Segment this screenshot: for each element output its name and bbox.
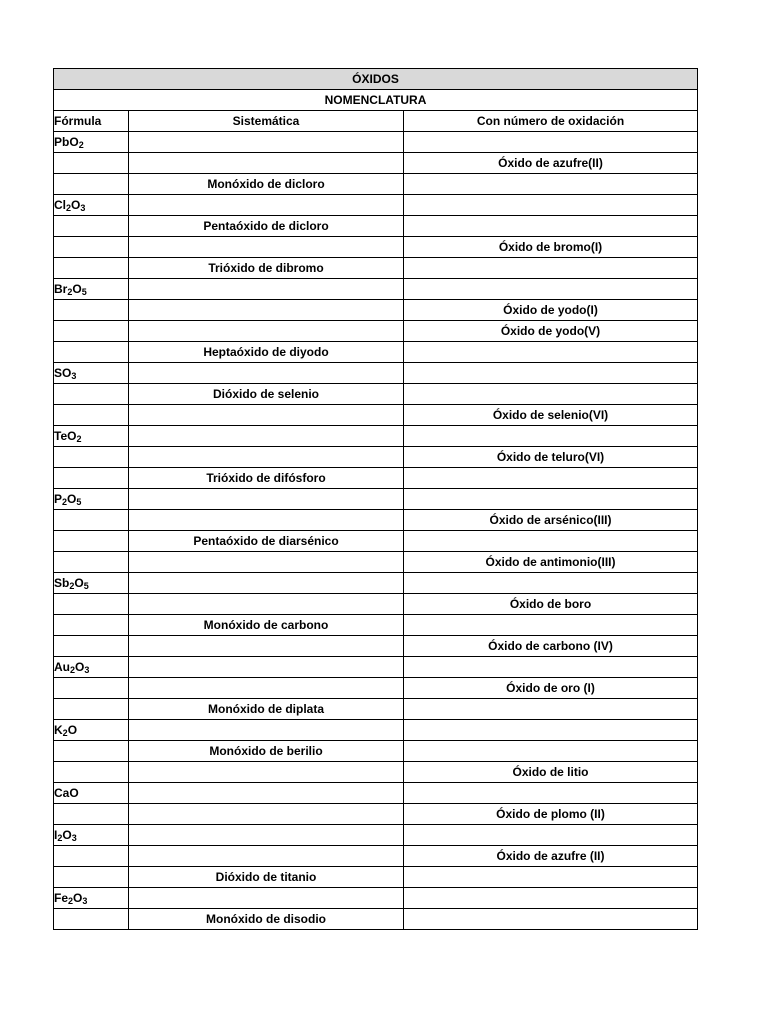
table-row	[54, 216, 698, 237]
subscript: 5	[76, 497, 82, 507]
oxidacion-cell[interactable]	[404, 741, 698, 762]
sistematica-cell[interactable]: Heptaóxido de diyodo	[129, 342, 404, 363]
sistematica-cell[interactable]: Dióxido de selenio	[129, 384, 404, 405]
formula-cell[interactable]	[54, 237, 129, 258]
sistematica-cell[interactable]	[129, 132, 404, 153]
element-symbol: O	[71, 198, 81, 212]
header-oxidacion: Con número de oxidación	[404, 111, 698, 132]
oxidacion-cell[interactable]	[404, 342, 698, 363]
formula-cell[interactable]	[54, 720, 129, 741]
table-row	[54, 321, 698, 342]
formula-cell[interactable]	[54, 279, 129, 300]
table-row	[54, 384, 698, 405]
oxidacion-cell[interactable]	[404, 867, 698, 888]
title-row	[54, 69, 698, 90]
formula-cell[interactable]	[54, 153, 129, 174]
formula-cell[interactable]	[54, 762, 129, 783]
sistematica-cell[interactable]: Trióxido de difósforo	[129, 468, 404, 489]
formula-cell[interactable]	[54, 405, 129, 426]
oxidacion-cell[interactable]	[404, 216, 698, 237]
element-symbol: O	[67, 723, 78, 737]
subscript: 2	[57, 833, 63, 843]
table-row	[54, 279, 698, 300]
sistematica-cell[interactable]: Trióxido de dibromo	[129, 258, 404, 279]
element-symbol: Ca	[54, 786, 70, 800]
oxidacion-cell[interactable]: Óxido de arsénico(III)	[404, 510, 698, 531]
oxidacion-cell[interactable]	[404, 195, 698, 216]
table-row	[54, 342, 698, 363]
formula-cell[interactable]	[54, 174, 129, 195]
oxidacion-cell[interactable]: Óxido de oro (I)	[404, 678, 698, 699]
table-row	[54, 510, 698, 531]
table-row	[54, 132, 698, 153]
element-symbol: Fe	[54, 891, 69, 905]
table-row	[54, 783, 698, 804]
table-row	[54, 720, 698, 741]
sistematica-cell[interactable]	[129, 762, 404, 783]
subscript: 2	[66, 203, 72, 213]
table-row	[54, 363, 698, 384]
element-symbol: O	[69, 786, 79, 800]
formula-cell[interactable]	[54, 132, 129, 153]
element-symbol: O	[72, 282, 82, 296]
formula-cell[interactable]	[54, 636, 129, 657]
sistematica-cell[interactable]: Monóxido de disodio	[129, 909, 404, 930]
sistematica-cell[interactable]	[129, 321, 404, 342]
element-symbol: O	[69, 135, 79, 149]
table-row	[54, 657, 698, 678]
subscript: 3	[71, 833, 77, 843]
sistematica-cell[interactable]: Monóxido de diplata	[129, 699, 404, 720]
formula-cell[interactable]	[54, 363, 129, 384]
formula-cell[interactable]	[54, 489, 129, 510]
element-symbol: Cl	[54, 198, 66, 212]
subtitle-row	[54, 90, 698, 111]
oxidacion-cell[interactable]: Óxido de carbono (IV)	[404, 636, 698, 657]
formula-cell[interactable]	[54, 867, 129, 888]
element-symbol: K	[54, 723, 63, 737]
oxidacion-cell[interactable]	[404, 531, 698, 552]
subscript: 3	[71, 371, 77, 381]
table-row	[54, 615, 698, 636]
subscript: 2	[76, 434, 82, 444]
subscript: 2	[68, 896, 74, 906]
subscript: 2	[78, 140, 84, 150]
element-symbol: S	[54, 366, 63, 380]
element-symbol: Br	[54, 282, 68, 296]
oxidacion-cell[interactable]	[404, 573, 698, 594]
header-formula: Fórmula	[54, 111, 129, 132]
sistematica-cell[interactable]	[129, 405, 404, 426]
subscript: 3	[80, 203, 86, 213]
table-row	[54, 888, 698, 909]
table-row	[54, 174, 698, 195]
sistematica-cell[interactable]	[129, 804, 404, 825]
formula-cell[interactable]	[54, 804, 129, 825]
table-row	[54, 468, 698, 489]
oxidacion-cell[interactable]: Óxido de litio	[404, 762, 698, 783]
table-title: ÓXIDOS	[54, 69, 698, 90]
element-symbol: O	[73, 891, 83, 905]
subscript: 5	[83, 581, 89, 591]
element-symbol: O	[67, 492, 77, 506]
table-row	[54, 447, 698, 468]
sistematica-cell[interactable]	[129, 363, 404, 384]
sistematica-cell[interactable]	[129, 279, 404, 300]
sistematica-cell[interactable]: Pentaóxido de diarsénico	[129, 531, 404, 552]
table-row	[54, 909, 698, 930]
oxidacion-cell[interactable]	[404, 720, 698, 741]
oxidacion-cell[interactable]: Óxido de azufre(II)	[404, 153, 698, 174]
formula-cell[interactable]	[54, 468, 129, 489]
oxidacion-cell[interactable]: Óxido de plomo (II)	[404, 804, 698, 825]
oxidacion-cell[interactable]	[404, 615, 698, 636]
oxidacion-cell[interactable]: Óxido de antimonio(III)	[404, 552, 698, 573]
table-row	[54, 741, 698, 762]
table-row	[54, 237, 698, 258]
formula-cell[interactable]	[54, 510, 129, 531]
table-row	[54, 153, 698, 174]
formula-cell[interactable]	[54, 909, 129, 930]
element-symbol: I	[54, 828, 58, 842]
formula-cell[interactable]	[54, 888, 129, 909]
formula-cell[interactable]	[54, 678, 129, 699]
subscript: 3	[84, 665, 90, 675]
oxidacion-cell[interactable]	[404, 825, 698, 846]
oxidacion-cell[interactable]	[404, 468, 698, 489]
table-subtitle: NOMENCLATURA	[54, 90, 698, 111]
sistematica-cell[interactable]	[129, 846, 404, 867]
formula-cell[interactable]	[54, 531, 129, 552]
header-row	[54, 111, 698, 132]
formula-cell[interactable]	[54, 426, 129, 447]
table-row	[54, 867, 698, 888]
formula-cell[interactable]	[54, 195, 129, 216]
element-symbol: O	[62, 828, 72, 842]
formula-cell[interactable]	[54, 384, 129, 405]
table-body	[54, 132, 698, 930]
oxidacion-cell[interactable]	[404, 888, 698, 909]
oxidacion-cell[interactable]	[404, 363, 698, 384]
sistematica-cell[interactable]	[129, 153, 404, 174]
table-row	[54, 195, 698, 216]
sistematica-cell[interactable]	[129, 552, 404, 573]
sistematica-cell[interactable]	[129, 300, 404, 321]
formula-cell[interactable]	[54, 594, 129, 615]
table-row	[54, 531, 698, 552]
formula-cell[interactable]	[54, 657, 129, 678]
oxidacion-cell[interactable]: Óxido de bromo(I)	[404, 237, 698, 258]
element-symbol: O	[74, 576, 84, 590]
table-row	[54, 762, 698, 783]
oxidacion-cell[interactable]: Óxido de yodo(V)	[404, 321, 698, 342]
formula-cell[interactable]	[54, 321, 129, 342]
element-symbol: Au	[54, 660, 70, 674]
subscript: 2	[62, 728, 68, 738]
formula-cell[interactable]	[54, 825, 129, 846]
oxidacion-cell[interactable]	[404, 174, 698, 195]
element-symbol: O	[75, 660, 85, 674]
oxidacion-cell[interactable]: Óxido de teluro(VI)	[404, 447, 698, 468]
table-row	[54, 300, 698, 321]
sistematica-cell[interactable]	[129, 783, 404, 804]
table-row	[54, 426, 698, 447]
table-row	[54, 804, 698, 825]
formula-cell[interactable]	[54, 300, 129, 321]
table-row	[54, 846, 698, 867]
sistematica-cell[interactable]	[129, 237, 404, 258]
table-row	[54, 552, 698, 573]
oxides-worksheet-table	[53, 68, 698, 930]
table-row	[54, 636, 698, 657]
oxidacion-cell[interactable]	[404, 489, 698, 510]
sistematica-cell[interactable]	[129, 657, 404, 678]
table-row	[54, 594, 698, 615]
sistematica-cell[interactable]: Pentaóxido de dicloro	[129, 216, 404, 237]
sistematica-cell[interactable]	[129, 720, 404, 741]
formula-cell[interactable]	[54, 846, 129, 867]
formula-cell[interactable]	[54, 216, 129, 237]
element-symbol: O	[67, 429, 77, 443]
oxidacion-cell[interactable]	[404, 258, 698, 279]
sistematica-cell[interactable]	[129, 573, 404, 594]
table-row	[54, 489, 698, 510]
table-row	[54, 573, 698, 594]
formula-cell[interactable]	[54, 573, 129, 594]
table-row	[54, 258, 698, 279]
oxidacion-cell[interactable]: Óxido de selenio(VI)	[404, 405, 698, 426]
sistematica-cell[interactable]	[129, 489, 404, 510]
formula-cell[interactable]	[54, 699, 129, 720]
oxidacion-cell[interactable]	[404, 132, 698, 153]
table-row	[54, 825, 698, 846]
sistematica-cell[interactable]: Monóxido de berilio	[129, 741, 404, 762]
oxidacion-cell[interactable]	[404, 783, 698, 804]
formula-cell[interactable]	[54, 342, 129, 363]
oxidacion-cell[interactable]	[404, 909, 698, 930]
sistematica-cell[interactable]	[129, 447, 404, 468]
element-symbol: Sb	[54, 576, 70, 590]
sistematica-cell[interactable]: Monóxido de dicloro	[129, 174, 404, 195]
element-symbol: Te	[54, 429, 68, 443]
oxidacion-cell[interactable]	[404, 384, 698, 405]
oxidacion-cell[interactable]	[404, 657, 698, 678]
sistematica-cell[interactable]	[129, 510, 404, 531]
subscript: 2	[69, 581, 75, 591]
formula-cell[interactable]	[54, 258, 129, 279]
subscript: 3	[82, 896, 88, 906]
sistematica-cell[interactable]	[129, 888, 404, 909]
sistematica-cell[interactable]	[129, 195, 404, 216]
element-symbol: O	[62, 366, 72, 380]
oxidacion-cell[interactable]: Óxido de yodo(I)	[404, 300, 698, 321]
subscript: 2	[62, 497, 68, 507]
oxidacion-cell[interactable]: Óxido de boro	[404, 594, 698, 615]
table-row	[54, 678, 698, 699]
oxidacion-cell[interactable]	[404, 426, 698, 447]
sistematica-cell[interactable]	[129, 426, 404, 447]
sistematica-cell[interactable]	[129, 636, 404, 657]
sistematica-cell[interactable]	[129, 825, 404, 846]
sistematica-cell[interactable]	[129, 678, 404, 699]
formula-cell[interactable]	[54, 783, 129, 804]
formula-cell[interactable]	[54, 447, 129, 468]
sistematica-cell[interactable]: Monóxido de carbono	[129, 615, 404, 636]
table-row	[54, 405, 698, 426]
sistematica-cell[interactable]	[129, 594, 404, 615]
subscript: 5	[81, 287, 87, 297]
oxidacion-cell[interactable]	[404, 279, 698, 300]
oxidacion-cell[interactable]: Óxido de azufre (II)	[404, 846, 698, 867]
header-sistematica: Sistemática	[129, 111, 404, 132]
formula-cell[interactable]	[54, 552, 129, 573]
subscript: 2	[67, 287, 73, 297]
formula-cell[interactable]	[54, 741, 129, 762]
oxidacion-cell[interactable]	[404, 699, 698, 720]
formula-cell[interactable]	[54, 615, 129, 636]
table-row	[54, 699, 698, 720]
element-symbol: Pb	[54, 135, 70, 149]
element-symbol: P	[54, 492, 63, 506]
sistematica-cell[interactable]: Dióxido de titanio	[129, 867, 404, 888]
subscript: 2	[70, 665, 76, 675]
